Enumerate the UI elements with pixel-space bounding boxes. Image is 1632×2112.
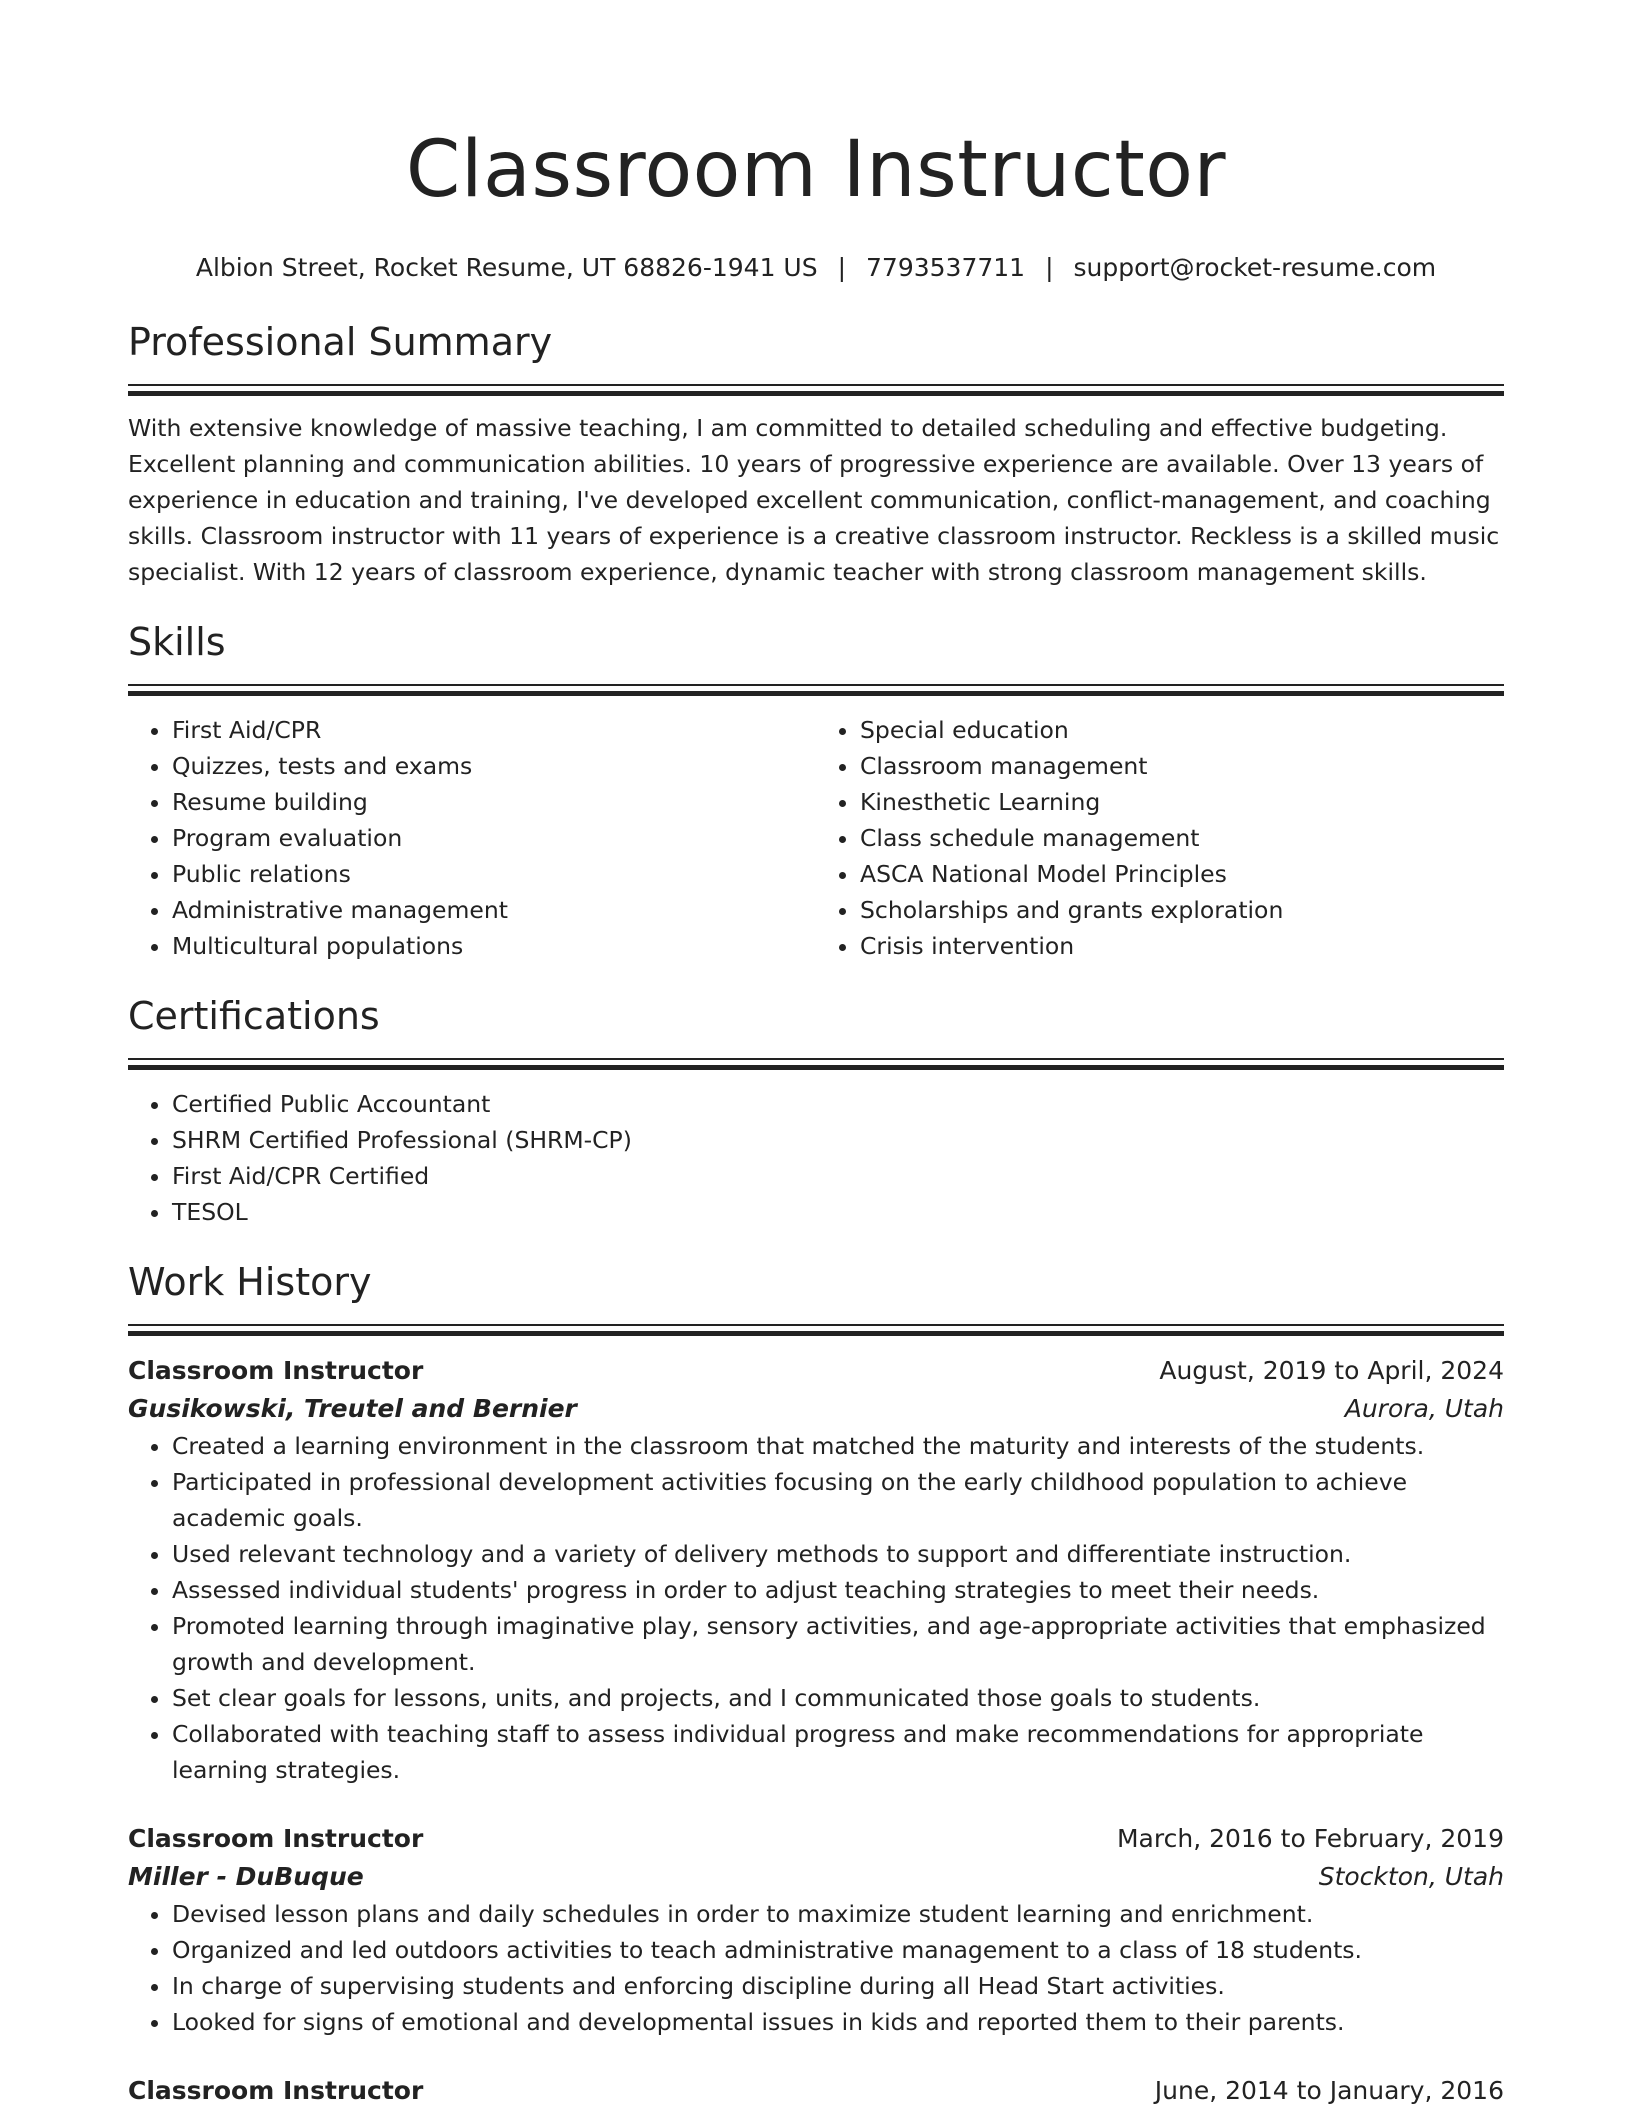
skill-item: • Quizzes, tests and exams [172,748,816,784]
job-bullet: • Set clear goals for lessons, units, and projects, and I communicated those goals to students. [172,1680,1504,1716]
job-bullet: • Devised lesson plans and daily schedules in order to maximize student learning and enrichment. [172,1896,1504,1932]
section-title-summary: Professional Summary [128,320,553,364]
section-divider [128,1324,1504,1336]
resume-name: Classroom Instructor [405,125,1227,215]
job-header [128,1352,1504,1390]
job-title: Classroom Instructor [128,1356,424,1385]
certification-item: • TESOL [172,1194,1504,1230]
job-bullet: • Created a learning environment in the classroom that matched the maturity and interests of the students. [172,1428,1504,1464]
certification-item: • Certified Public Accountant [172,1086,1504,1122]
skill-item: • Crisis intervention [860,928,1504,964]
job-dates: June, 2014 to January, 2016 [1154,2076,1504,2105]
section-divider [128,384,1504,396]
job-bullet: • Collaborated with teaching staff to assess individual progress and make recommendations for appropriate learning strategies. [172,1716,1504,1788]
skill-item: • Kinesthetic Learning [860,784,1504,820]
job-header [128,1820,1504,1858]
section-title-skills: Skills [128,620,226,664]
contact-line [128,252,1504,284]
job-bullets [128,1428,1504,1788]
skill-item: • Special education [860,712,1504,748]
job-bullets [128,1896,1504,2040]
skills-column-right [816,712,1504,964]
skill-item: • Program evaluation [172,820,816,856]
contact-address: Albion Street, Rocket Resume, UT 68826-1941 US [195,253,818,282]
job-dates: August, 2019 to April, 2024 [1159,1356,1504,1385]
skills-list-left [128,712,816,964]
job-dates: March, 2016 to February, 2019 [1116,1824,1504,1853]
skills-section [128,618,1504,964]
job-subheader [128,1858,1504,1896]
job-entry [128,1820,1504,2040]
section-divider [128,684,1504,696]
skills-grid [128,712,1504,964]
skill-item: • Class schedule management [860,820,1504,856]
work-history-section [128,1258,1504,2110]
summary-section [128,318,1504,590]
contact-separator: | [1045,253,1054,282]
job-entry [128,2072,1504,2110]
job-bullet: • Organized and led outdoors activities to teach administrative management to a class of 18 students. [172,1932,1504,1968]
section-title-work-history: Work History [128,1260,372,1304]
skills-list-right [816,712,1504,964]
skill-item: • First Aid/CPR [172,712,816,748]
job-header [128,2072,1504,2110]
skill-item: • Resume building [172,784,816,820]
skill-item: • Public relations [172,856,816,892]
job-subheader [128,1390,1504,1428]
skill-item: • Classroom management [860,748,1504,784]
job-bullet: • Looked for signs of emotional and developmental issues in kids and reported them to their parents. [172,2004,1504,2040]
certification-item: • First Aid/CPR Certified [172,1158,1504,1194]
skill-item: • Administrative management [172,892,816,928]
certifications-section [128,992,1504,1230]
job-bullet: • Participated in professional development activities focusing on the early childhood population to achieve academic goals. [172,1464,1504,1536]
job-company: Miller - DuBuque [128,1862,364,1891]
job-bullet: • Used relevant technology and a variety of delivery methods to support and differentiate instruction. [172,1536,1504,1572]
skills-column-left [128,712,816,964]
job-location: Aurora, Utah [1344,1394,1504,1423]
section-title-certifications: Certifications [128,994,380,1038]
job-bullet: • Assessed individual students' progress in order to adjust teaching strategies to meet their needs. [172,1572,1504,1608]
contact-separator: | [837,253,847,282]
skill-item: • Scholarships and grants exploration [860,892,1504,928]
job-title: Classroom Instructor [128,2076,424,2105]
skill-item: • ASCA National Model Principles [860,856,1504,892]
contact-phone: 7793537711 [866,253,1026,282]
job-location: Stockton, Utah [1318,1862,1504,1891]
contact-email: support@rocket-resume.com [1073,253,1437,282]
job-title: Classroom Instructor [128,1824,424,1853]
job-company: Gusikowski, Treutel and Bernier [128,1394,577,1423]
job-entry [128,1352,1504,1788]
certification-item: • SHRM Certified Professional (SHRM-CP) [172,1122,1504,1158]
skill-item: • Multicultural populations [172,928,816,964]
job-bullet: • Promoted learning through imaginative play, sensory activities, and age-appropriate activities that emphasized growth and development. [172,1608,1504,1680]
certifications-list [128,1086,1504,1230]
job-bullet: • In charge of supervising students and enforcing discipline during all Head Start activities. [172,1968,1504,2004]
section-divider [128,1058,1504,1070]
summary-text: With extensive knowledge of massive teaching, I am committed to detailed scheduling and effective budgeting. Excellent planning and communication abilities. 10 years of progressive experience are available. Over 13 years of experience in education and training, I've developed excellent communication, conflict-management, and coaching skills. Classroom instructor with 11 years of experience is a creative classroom instructor. Reckless is a skilled music specialist. With 12 years of classroom experience, dynamic teacher with strong classroom management skills. [128,414,1500,586]
